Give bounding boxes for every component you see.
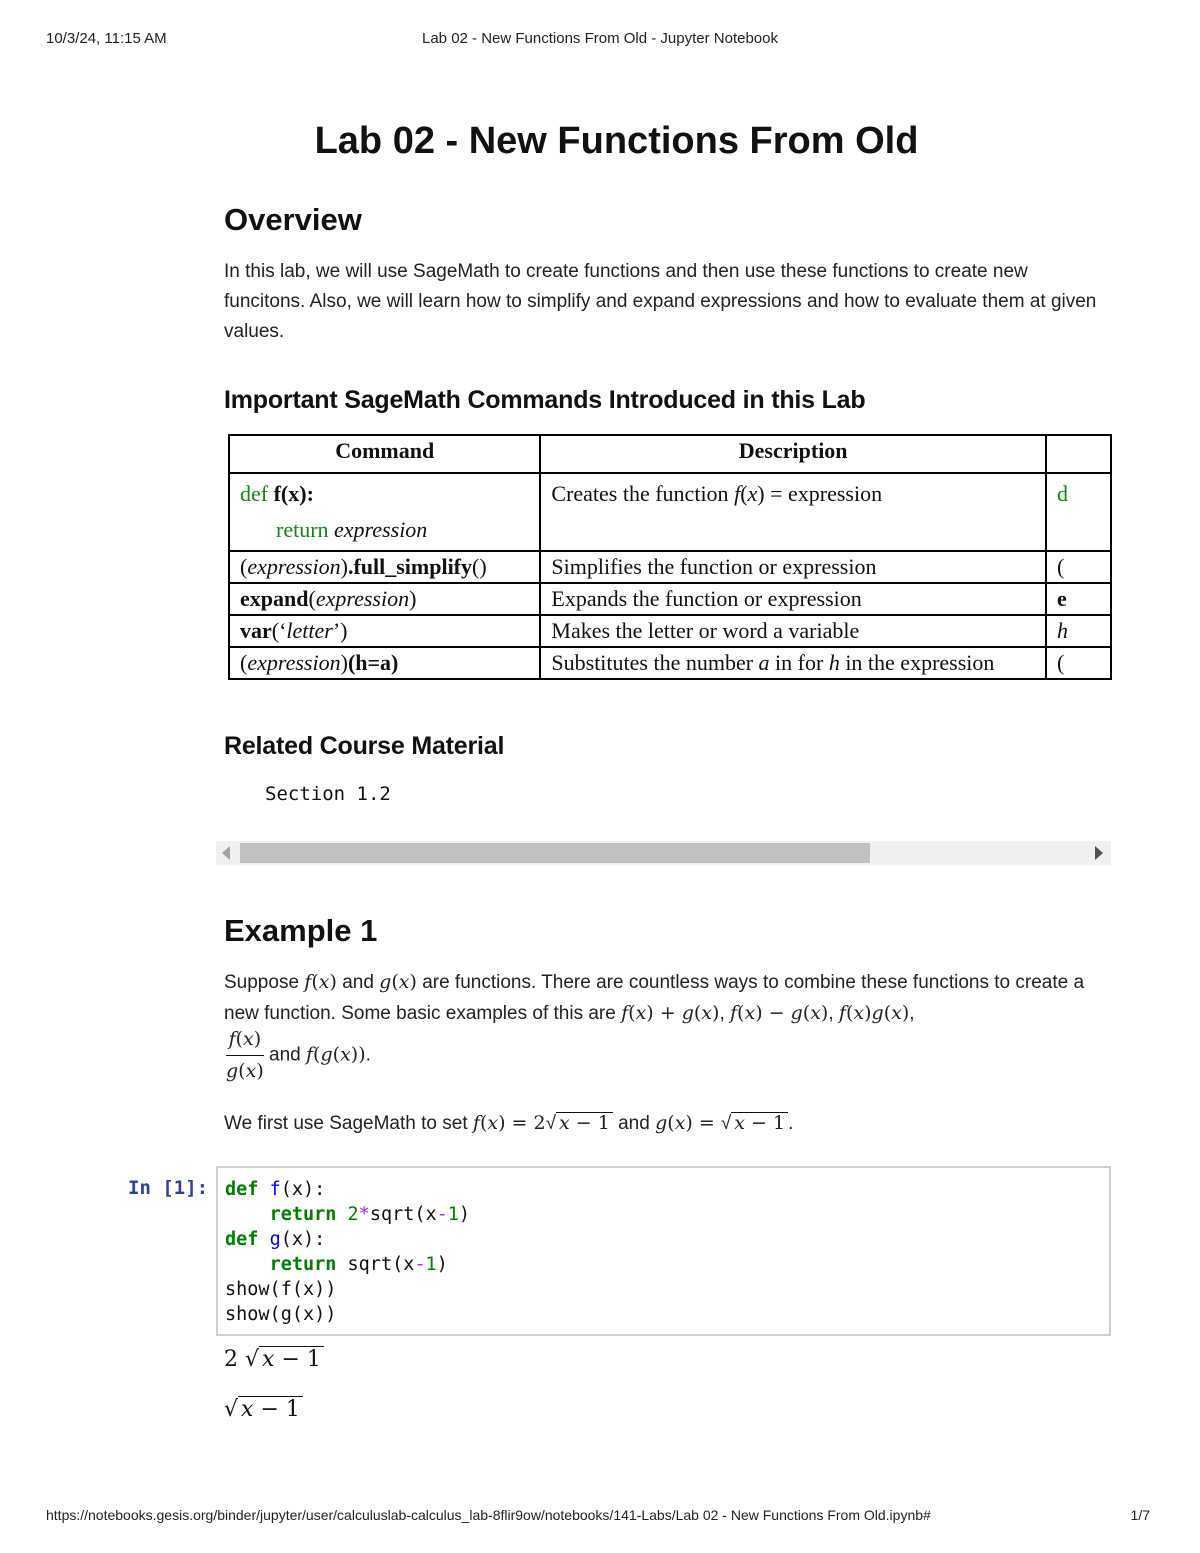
command-cell: (expression)(h=a) xyxy=(229,647,540,679)
cell-prompt: In [1]: xyxy=(128,1177,209,1199)
table-row xyxy=(229,583,1111,615)
overview-paragraph: In this lab, we will use SageMath to create functions and then use these functions to create new funcitons. Also, we will learn how to simplify and expand expressions and how to evaluate them at given values. xyxy=(224,261,1097,342)
scrollbar-thumb[interactable] xyxy=(240,843,870,863)
cut-cell: ( xyxy=(1046,551,1111,583)
scroll-left-arrow-icon[interactable] xyxy=(222,846,230,860)
command-cell: def f(x): return expression xyxy=(229,473,540,551)
cut-cell: d xyxy=(1046,473,1111,551)
table-row xyxy=(229,615,1111,647)
example-paragraph-2: We first use SageMath to set f(x) = 2√ x − 1 and g(x) = √ x − 1 . xyxy=(224,1112,794,1134)
output-g: √ x − 1 xyxy=(224,1397,303,1422)
col-description-header: Description xyxy=(540,435,1046,473)
description-cell: Expands the function or expression xyxy=(540,583,1046,615)
description-cell: Substitutes the number a in for h in the expression xyxy=(540,647,1046,679)
command-cell: var(‘letter’) xyxy=(229,615,540,647)
related-section-text: Section 1.2 xyxy=(265,783,391,805)
example-heading: Example 1 xyxy=(224,913,378,948)
fraction-f-over-g: $\frac{f(x)}{g(x)}$ xyxy=(226,1024,264,1087)
print-title: Lab 02 - New Functions From Old - Jupyter Notebook xyxy=(422,30,778,47)
command-cell: (expression).full_simplify() xyxy=(229,551,540,583)
cut-cell: ( xyxy=(1046,647,1111,679)
table-header-row xyxy=(229,435,1111,473)
print-page-number: 1/7 xyxy=(1130,1507,1150,1523)
example-fraction-line: $\frac{f(x)}{g(x)}$ and f(g(x)). xyxy=(226,1024,371,1087)
table-row xyxy=(229,647,1111,679)
scroll-right-arrow-icon[interactable] xyxy=(1095,846,1103,860)
example-paragraph: Suppose f(x) and g(x) are functions. There are countless ways to combine these functions to create a new function. Some basic examples of this are f(x) + g(x), f(x) − g(x), f(x)g(x), xyxy=(224,971,1085,1024)
cut-cell: h xyxy=(1046,615,1111,647)
horizontal-scrollbar[interactable] xyxy=(216,841,1111,865)
table-row xyxy=(229,473,1111,551)
col-hidden-header xyxy=(1046,435,1111,473)
page-title: Lab 02 - New Functions From Old xyxy=(314,120,919,162)
commands-table xyxy=(228,434,1112,680)
print-date: 10/3/24, 11:15 AM xyxy=(46,30,167,47)
code-cell[interactable] xyxy=(216,1166,1111,1336)
command-cell: expand(expression) xyxy=(229,583,540,615)
description-cell: Creates the function f(x) = expression xyxy=(540,473,1046,551)
cut-cell: e xyxy=(1046,583,1111,615)
table-row xyxy=(229,551,1111,583)
overview-heading: Overview xyxy=(224,202,362,237)
commands-table-container xyxy=(228,434,1112,694)
related-heading: Related Course Material xyxy=(224,732,505,760)
description-cell: Makes the letter or word a variable xyxy=(540,615,1046,647)
commands-heading: Important SageMath Commands Introduced in this Lab xyxy=(224,386,866,414)
output-f: 2 √ x − 1 xyxy=(224,1347,324,1372)
code-editor[interactable]: def f(x): return 2*sqrt(x-1) def g(x): return sqrt(x-1) show(f(x)) show(g(x)) xyxy=(225,1179,471,1325)
print-url: https://notebooks.gesis.org/binder/jupyter/user/calculuslab-calculus_lab-8flir9ow/notebooks/141-Labs/Lab 02 - New Functions From Old.ipynb# xyxy=(46,1507,931,1523)
description-cell: Simplifies the function or expression xyxy=(540,551,1046,583)
col-command-header: Command xyxy=(229,435,540,473)
